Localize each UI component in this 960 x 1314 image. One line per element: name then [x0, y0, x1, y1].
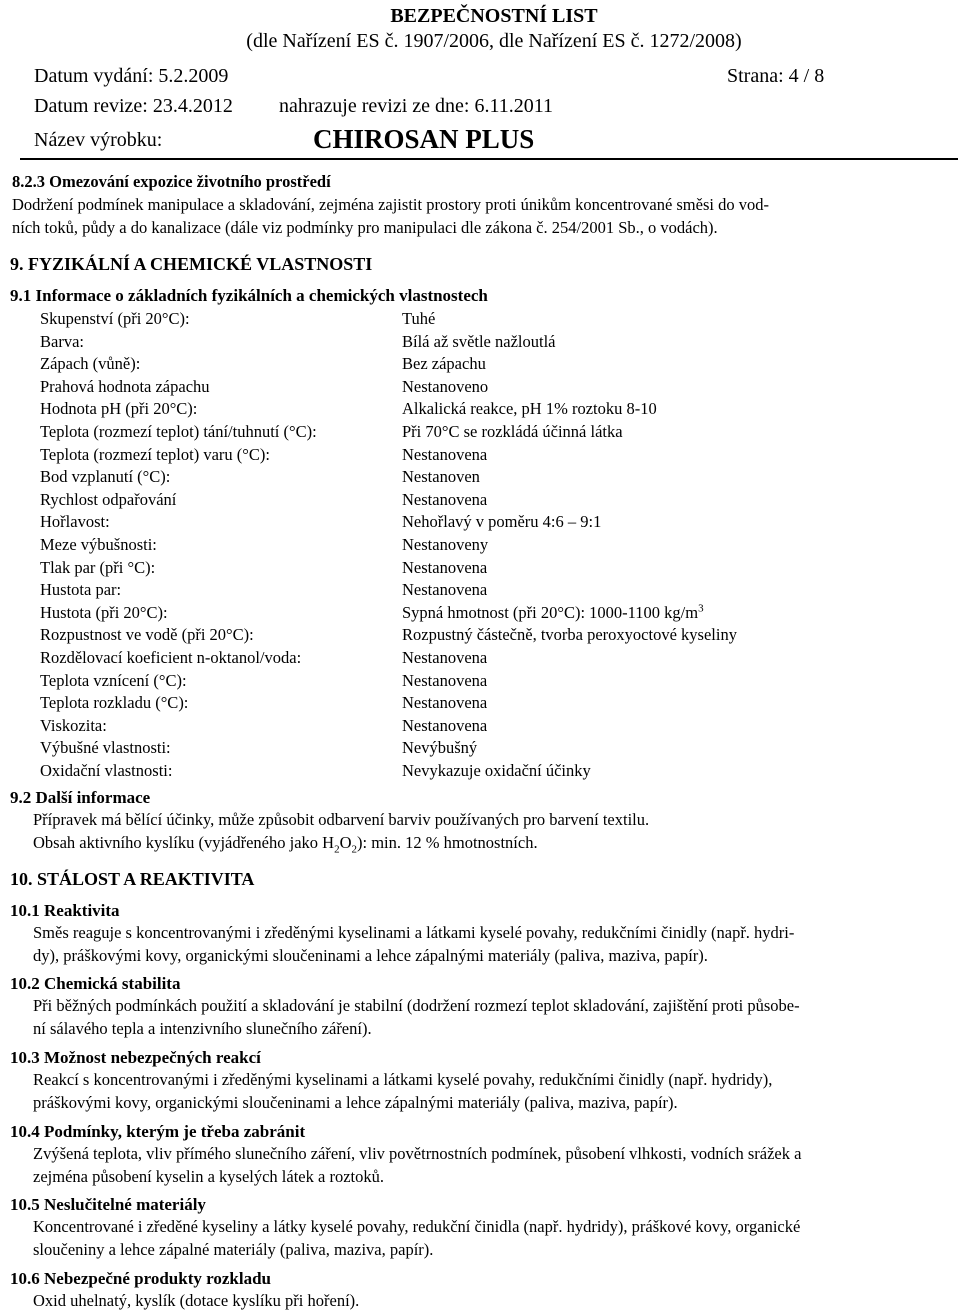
property-value	[402, 376, 488, 399]
property-value-text: Nestanovena	[402, 715, 488, 735]
subsection-line: Oxid uhelnatý, kyslík (dotace kyslíku při hoření).	[33, 1291, 360, 1310]
property-label: Teplota vznícení (°C):	[40, 670, 187, 690]
property-row	[40, 376, 940, 399]
property-value-text: Alkalická reakce, pH 1% roztoku 8-10	[402, 399, 657, 419]
subscript: 2	[334, 843, 340, 856]
property-value	[402, 308, 435, 331]
subsection-line: práškovými kovy, organickými sloučeninami a lehce zápalnými materiály (paliva, maziva, papír).	[33, 1093, 678, 1112]
property-value-text: Nestanovena	[402, 693, 488, 713]
property-value-text: Nevykazuje oxidační účinky	[402, 761, 591, 780]
property-label: Hořlavost:	[40, 512, 110, 532]
property-value	[402, 670, 487, 693]
property-value-text: Nestanovena	[402, 670, 488, 690]
property-value	[402, 466, 480, 489]
oxygen-text: O	[339, 833, 352, 852]
property-value-text: Při 70°C se rozkládá účinná látka	[402, 422, 623, 441]
replaces-revision: nahrazuje revizi ze dne: 6.11.2011	[279, 95, 553, 117]
property-label: Zápach (vůně):	[40, 354, 141, 374]
property-row	[40, 760, 940, 783]
subsection-title: 10.1 Reaktivita	[10, 901, 120, 920]
property-label: Rychlost odpařování	[40, 489, 177, 509]
property-label: Teplota (rozmezí teplot) tání/tuhnutí (°C):	[40, 422, 317, 441]
property-label: Skupenství (při 20°C):	[40, 309, 190, 328]
product-label: Název výrobku:	[34, 129, 163, 151]
property-value	[402, 398, 657, 421]
property-value	[402, 579, 487, 602]
property-value	[402, 489, 487, 512]
section-9-2-line: Přípravek má bělící účinky, může způsobit odbarvení barviv používaných pro barvení textilu.	[33, 810, 650, 829]
property-value-text: Sypná hmotnost (při 20°C): 1000-1100 kg/m	[402, 602, 699, 622]
subsection-line: Reakcí s koncentrovanými i zředěnými kyselinami a látkami kyselé povahy, redukčními činidly (např. hydridy),	[33, 1070, 773, 1089]
property-value-text: Nestanovena	[402, 557, 488, 577]
property-label: Hustota (při 20°C):	[40, 602, 168, 622]
subsection-line: Koncentrované i zředěné kyseliny a látky kyselé povahy, redukční činidla (např. hydridy), práškové kovy, organické	[33, 1217, 801, 1236]
property-label: Výbušné vlastnosti:	[40, 738, 171, 758]
page-number: Strana: 4 / 8	[727, 65, 825, 87]
property-value	[402, 737, 477, 760]
oxygen-text: ): min. 12 % hmotnostních.	[357, 833, 538, 852]
property-value-text: Tuhé	[402, 309, 436, 328]
subsection-line: dy), práškovými kovy, organickými sloučeninami a lehce zápalnými materiály (paliva, maziva, papír).	[33, 946, 708, 965]
property-label: Barva:	[40, 331, 84, 351]
property-row	[40, 624, 940, 647]
property-label: Viskozita:	[40, 715, 107, 735]
section-9-2-line	[33, 832, 951, 855]
property-value	[402, 444, 487, 467]
property-value-text: Nestanovena	[402, 648, 488, 667]
property-value	[402, 760, 591, 783]
property-value-text: Bílá až světle nažloutlá	[402, 331, 556, 351]
property-value-text: Nehořlavý v poměru 4:6 – 9:1	[402, 512, 602, 532]
section-9-title: 9. FYZIKÁLNÍ A CHEMICKÉ VLASTNOSTI	[10, 254, 373, 274]
subscript: 2	[351, 843, 357, 856]
section-8-2-3-line: ních toků, půdy a do kanalizace (dále viz podmínky pro manipulaci dle zákona č. 254/2001 Sb., o vodách).	[12, 218, 718, 237]
section-8-2-3-title: 8.2.3 Omezování expozice životního prostředí	[12, 172, 331, 191]
property-row	[40, 444, 940, 467]
property-value-text: Nestanovena	[402, 489, 488, 509]
property-row	[40, 737, 940, 760]
product-name: CHIROSAN PLUS	[313, 124, 535, 154]
property-value	[402, 421, 623, 444]
property-value	[402, 647, 487, 670]
property-row	[40, 534, 940, 557]
property-value-text: Nestanoveno	[402, 376, 489, 396]
document-title: BEZPEČNOSTNÍ LIST	[390, 5, 598, 27]
property-row	[40, 331, 940, 354]
property-value	[402, 715, 487, 738]
section-9-2-title: 9.2 Další informace	[10, 788, 151, 807]
property-label: Teplota (rozmezí teplot) varu (°C):	[40, 444, 270, 464]
property-row	[40, 353, 940, 376]
header-rule	[20, 158, 958, 160]
property-row	[40, 308, 940, 331]
property-value	[402, 602, 704, 625]
property-value	[402, 534, 488, 557]
property-value-text: Nevýbušný	[402, 738, 478, 758]
property-label: Tlak par (při °C):	[40, 557, 156, 577]
property-row	[40, 602, 940, 625]
property-value	[402, 331, 555, 354]
property-row	[40, 398, 940, 421]
property-row	[40, 511, 940, 534]
property-label: Teplota rozkladu (°C):	[40, 693, 189, 713]
property-value	[402, 692, 487, 715]
property-label: Prahová hodnota zápachu	[40, 376, 210, 396]
property-row	[40, 670, 940, 693]
property-value	[402, 624, 737, 647]
subsection-title: 10.4 Podmínky, kterým je třeba zabránit	[10, 1122, 306, 1141]
subsection-line: zejména působení kyselin a kyselých látek a roztoků.	[33, 1167, 384, 1186]
property-row	[40, 489, 940, 512]
property-value	[402, 353, 486, 376]
property-row	[40, 557, 940, 580]
section-10-title: 10. STÁLOST A REAKTIVITA	[10, 869, 255, 889]
subsection-line: sloučeniny a lehce zápalné materiály (paliva, maziva, papír).	[33, 1240, 434, 1259]
property-label: Oxidační vlastnosti:	[40, 761, 173, 780]
property-value-text: Bez zápachu	[402, 354, 486, 374]
property-row	[40, 647, 940, 670]
property-row	[40, 421, 940, 444]
property-value-text: Rozpustný částečně, tvorba peroxyoctové kyseliny	[402, 625, 737, 645]
subsection-title: 10.3 Možnost nebezpečných reakcí	[10, 1048, 261, 1067]
section-9-1-title: 9.1 Informace o základních fyzikálních a chemických vlastnostech	[10, 286, 488, 305]
superscript: 3	[698, 602, 704, 615]
section-8-2-3-line: Dodržení podmínek manipulace a skladování, zejména zajistit prostory proti únikům koncentrované směsi do vod-	[12, 195, 769, 214]
oxygen-text: Obsah aktivního kyslíku (vyjádřeného jako H	[33, 833, 335, 852]
subsection-title: 10.5 Neslučitelné materiály	[10, 1195, 206, 1214]
property-row	[40, 579, 940, 602]
subsection-line: Zvýšená teplota, vliv přímého slunečního záření, vliv povětrnostních podmínek, působení vlhkosti, vodních srážek a	[33, 1144, 802, 1163]
property-label: Hodnota pH (při 20°C):	[40, 399, 198, 419]
property-row	[40, 715, 940, 738]
subsection-line: ní sálavého tepla a intenzivního slunečního záření).	[33, 1019, 372, 1038]
subsection-line: Směs reaguje s koncentrovanými i zředěnými kyselinami a látkami kyselé povahy, redukčními činidly (např. hydri-	[33, 923, 795, 942]
subsection-title: 10.2 Chemická stabilita	[10, 974, 181, 993]
subsection-line: Při běžných podmínkách použití a skladování je stabilní (dodržení rozmezí teplot skladování, zajištění proti působe-	[33, 996, 800, 1015]
property-value-text: Nestanovena	[402, 580, 488, 600]
property-label: Rozpustnost ve vodě (při 20°C):	[40, 625, 254, 645]
property-value-text: Nestanoven	[402, 467, 480, 487]
property-value	[402, 511, 601, 534]
subsection-title: 10.6 Nebezpečné produkty rozkladu	[10, 1269, 272, 1288]
property-value	[402, 557, 487, 580]
property-value-text: Nestanovena	[402, 444, 488, 464]
regulation-reference: (dle Nařízení ES č. 1907/2006, dle Nařízení ES č. 1272/2008)	[246, 30, 742, 52]
issue-date: Datum vydání: 5.2.2009	[34, 65, 229, 87]
revision-date: Datum revize: 23.4.2012	[34, 95, 233, 117]
property-label: Meze výbušnosti:	[40, 535, 157, 554]
property-label: Rozdělovací koeficient n-oktanol/voda:	[40, 648, 302, 667]
property-label: Bod vzplanutí (°C):	[40, 467, 171, 487]
property-row	[40, 692, 940, 715]
property-row	[40, 466, 940, 489]
property-value-text: Nestanoveny	[402, 535, 489, 554]
property-label: Hustota par:	[40, 580, 122, 600]
